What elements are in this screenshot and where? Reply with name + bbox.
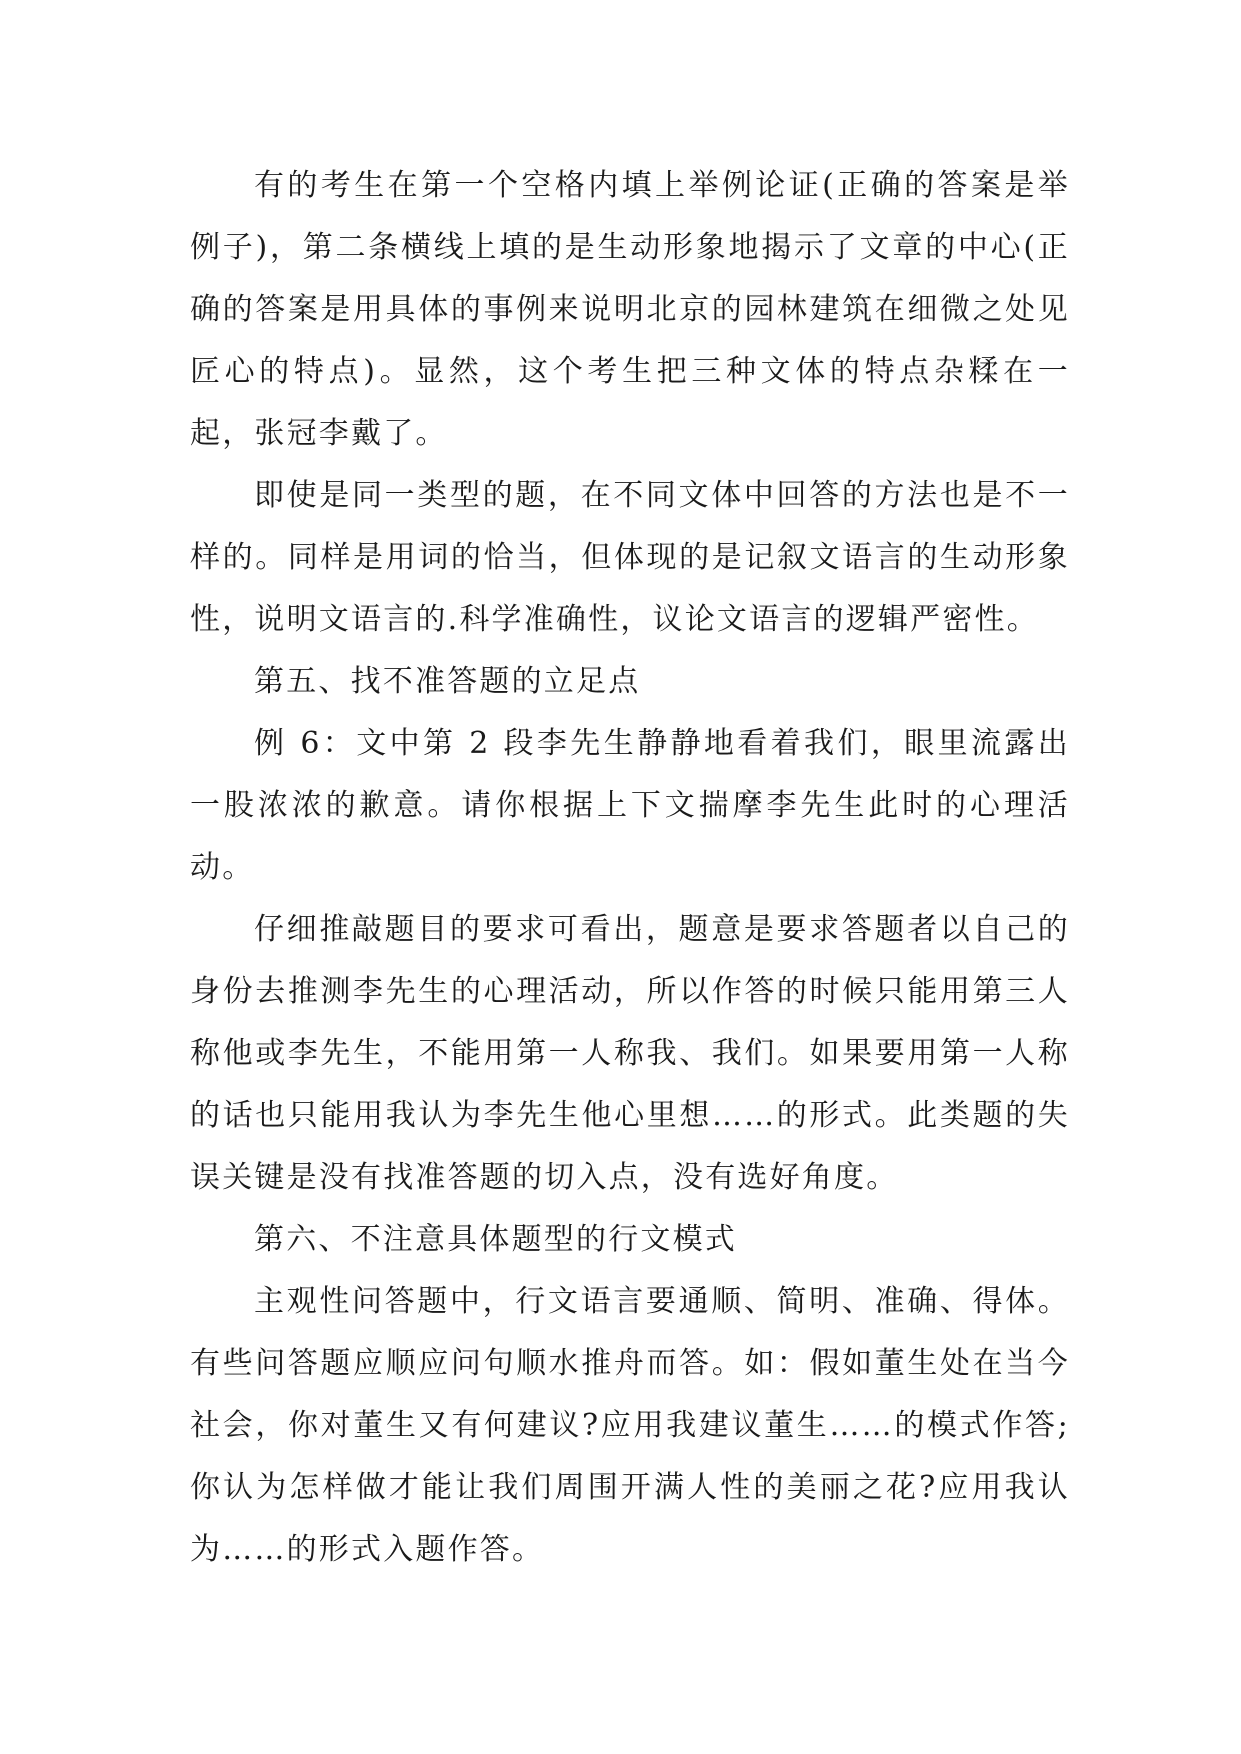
paragraph: 有的考生在第一个空格内填上举例论证(正确的答案是举例子)，第二条横线上填的是生动形象地揭示了文章的中心(正确的答案是用具体的事例来说明北京的园林建筑在细微之处见匠心的特点)。显然，这个考生把三种文体的特点杂糅在一起，张冠李戴了。: [190, 168, 1070, 451]
document-body: [190, 155, 1070, 1581]
section-heading: 第六、不注意具体题型的行文模式: [254, 1222, 737, 1257]
paragraph: 仔细推敲题目的要求可看出，题意是要求答题者以自己的身份去推测李先生的心理活动，所以作答的时候只能用第三人称他或李先生，不能用第一人称我、我们。如果要用第一人称的话也只能用我认为李先生他心里想……的形式。此类题的失误关键是没有找准答题的切入点，没有选好角度。: [190, 912, 1070, 1195]
paragraph: 主观性问答题中，行文语言要通顺、简明、准确、得体。有些问答题应顺应问句顺水推舟而答。如：假如董生处在当今社会，你对董生又有何建议?应用我建议董生……的模式作答;你认为怎样做才能让我们周围开满人性的美丽之花?应用我认为……的形式入题作答。: [190, 1284, 1070, 1567]
paragraph: 即使是同一类型的题，在不同文体中回答的方法也是不一样的。同样是用词的恰当，但体现的是记叙文语言的生动形象性，说明文语言的.科学准确性，议论文语言的逻辑严密性。: [190, 478, 1070, 637]
paragraph: 例 6：文中第 2 段李先生静静地看着我们，眼里流露出一股浓浓的歉意。请你根据上下文揣摩李先生此时的心理活动。: [190, 726, 1070, 885]
section-heading: 第五、找不准答题的立足点: [254, 664, 641, 699]
